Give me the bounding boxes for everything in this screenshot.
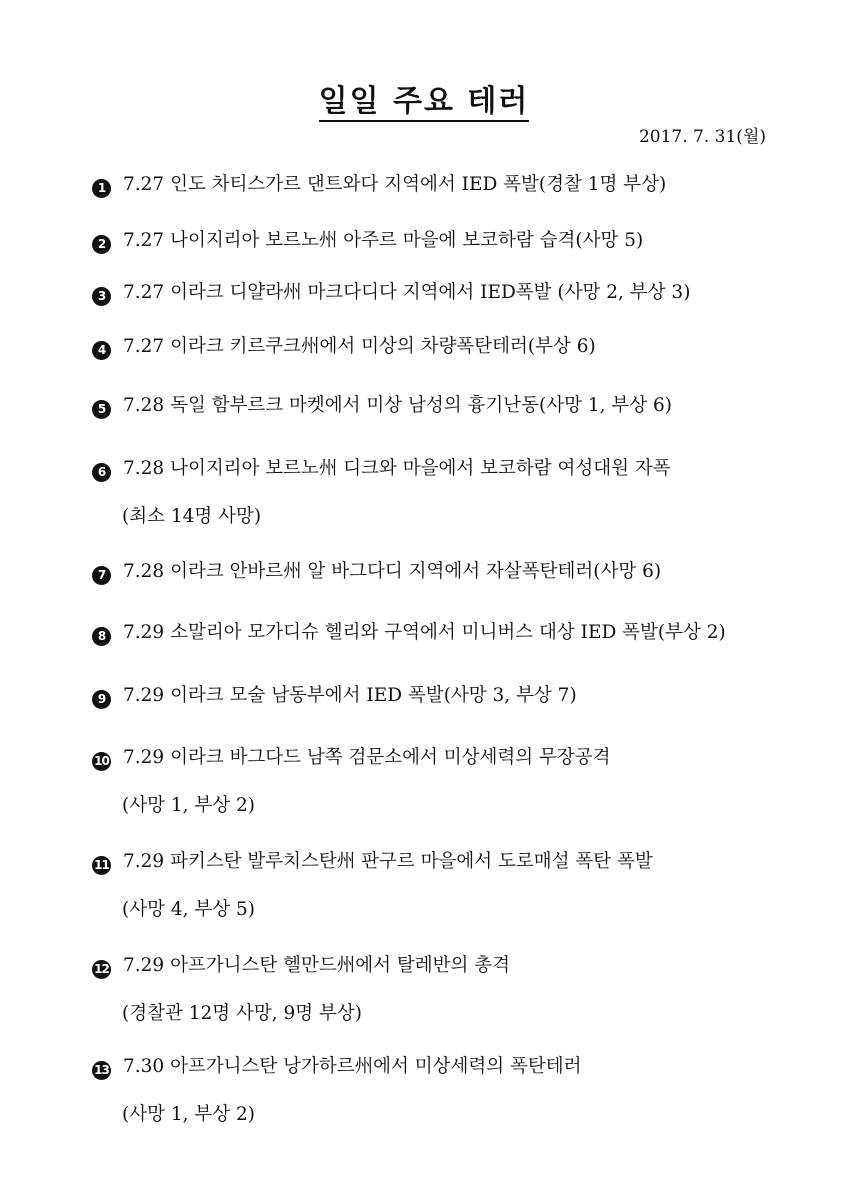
number-badge: 8 (92, 627, 111, 646)
list-item (92, 679, 782, 713)
number-badge: 9 (92, 690, 111, 709)
list-item (92, 555, 782, 589)
number-badge: 1 (92, 179, 111, 198)
list-item (92, 616, 782, 650)
list-item (92, 389, 782, 423)
item-text: 7.29 소말리아 모가디슈 헬리와 구역에서 미니버스 대상 IED 폭발(부상 2) (123, 622, 726, 643)
number-badge: 11 (92, 856, 111, 875)
item-text: 7.29 아프가니스탄 헬만드州에서 탈레반의 총격 (123, 955, 511, 976)
item-text: 7.28 독일 함부르크 마켓에서 미상 남성의 흉기난동(사망 1, 부상 6) (123, 395, 673, 416)
list-item (92, 741, 782, 823)
list-item (92, 224, 782, 258)
item-text: 7.28 이라크 안바르州 알 바그다디 지역에서 자살폭탄테러(사망 6) (123, 561, 662, 582)
number-badge: 2 (92, 235, 111, 254)
item-text-continued: (최소 14명 사망) (122, 506, 262, 527)
item-text: 7.29 파키스탄 발루치스탄州 판구르 마을에서 도로매설 폭탄 폭발 (123, 851, 653, 872)
list-item (92, 330, 782, 364)
item-text-continued: (사망 4, 부상 5) (122, 899, 255, 920)
number-badge: 5 (92, 400, 111, 419)
list-item (92, 949, 782, 1031)
item-text: 7.27 나이지리아 보르노州 아주르 마을에 보코하람 습격(사망 5) (123, 230, 644, 251)
list-item (92, 452, 782, 534)
item-text: 7.27 인도 차티스가르 댄트와다 지역에서 IED 폭발(경찰 1명 부상) (123, 174, 667, 195)
list-item (92, 1050, 782, 1132)
number-badge: 13 (92, 1061, 111, 1080)
number-badge: 12 (92, 960, 111, 979)
page-title (0, 76, 848, 120)
item-text: 7.27 이라크 키르쿠크州에서 미상의 차량폭탄테러(부상 6) (123, 336, 596, 357)
number-badge: 4 (92, 341, 111, 360)
number-badge: 10 (92, 752, 111, 771)
item-text-continued: (사망 1, 부상 2) (122, 795, 255, 816)
item-text: 7.29 이라크 모술 남동부에서 IED 폭발(사망 3, 부상 7) (123, 685, 577, 706)
list-item (92, 276, 782, 310)
item-text: 7.27 이라크 디얄라州 마크다디다 지역에서 IED폭발 (사망 2, 부상 3) (123, 282, 691, 303)
item-text: 7.30 아프가니스탄 낭가하르州에서 미상세력의 폭탄테러 (123, 1056, 582, 1077)
title-text: 일일 주요 테러 (319, 84, 530, 122)
item-text-continued: (경찰관 12명 사망, 9명 부상) (122, 1003, 362, 1024)
number-badge: 7 (92, 566, 111, 585)
list-item (92, 845, 782, 927)
item-text-continued: (사망 1, 부상 2) (122, 1104, 255, 1125)
number-badge: 3 (92, 287, 111, 306)
report-date: 2017. 7. 31(월) (638, 127, 766, 147)
item-text: 7.28 나이지리아 보르노州 디크와 마을에서 보코하람 여성대원 자폭 (123, 458, 671, 479)
item-text: 7.29 이라크 바그다드 남쪽 검문소에서 미상세력의 무장공격 (123, 747, 611, 768)
number-badge: 6 (92, 463, 111, 482)
list-item (92, 168, 782, 202)
